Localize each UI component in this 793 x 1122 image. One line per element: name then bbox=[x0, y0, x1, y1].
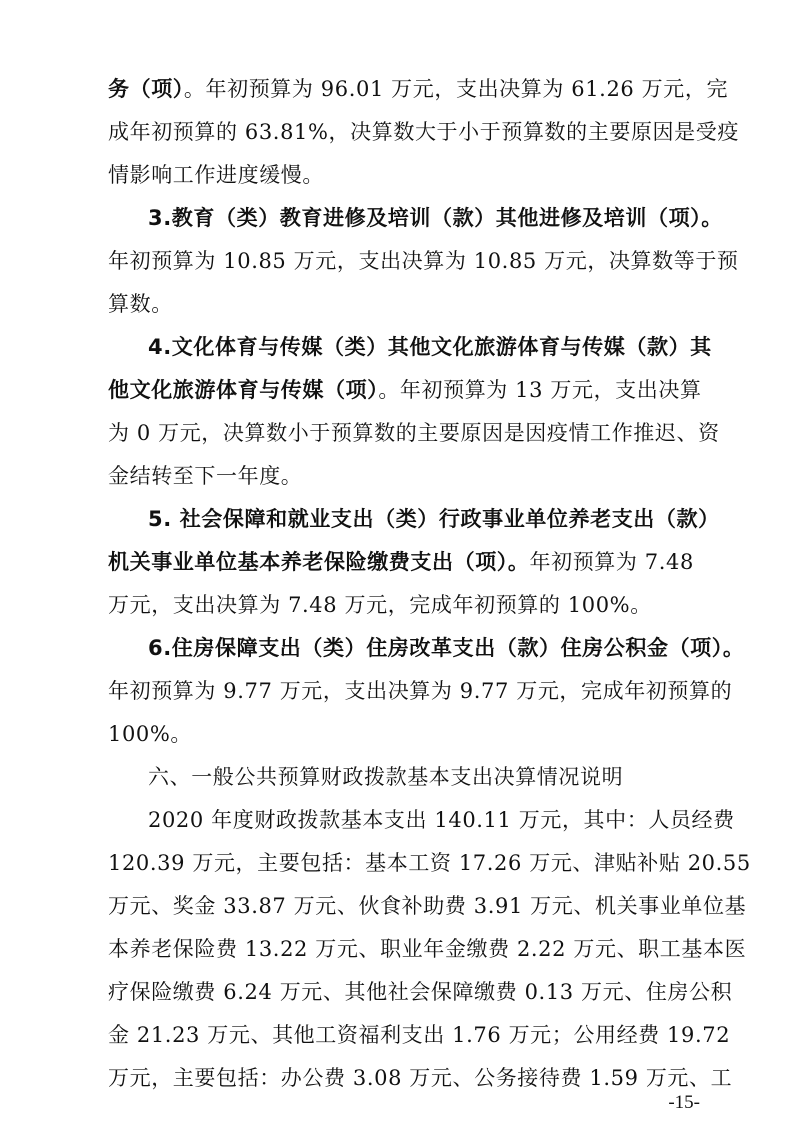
bold-run: 务（项） bbox=[108, 77, 184, 101]
text-line bbox=[108, 543, 698, 581]
heading-run: 六、一般公共预算财政拨款基本支出决算情况说明 bbox=[148, 765, 624, 789]
text-line bbox=[108, 672, 733, 710]
text-run: 120.39 万元，主要包括：基本工资 17.26 万元、津贴补贴 20.55 bbox=[108, 851, 751, 875]
text-run: 100%。 bbox=[108, 722, 193, 746]
text-line bbox=[148, 801, 735, 839]
text-run: 。年初预算为 13 万元，支出决算 bbox=[378, 378, 702, 402]
text-line bbox=[108, 586, 698, 624]
text-line bbox=[108, 242, 739, 280]
text-run: 万元、奖金 33.87 万元、伙食补助费 3.91 万元、机关事业单位基 bbox=[108, 894, 747, 918]
text-line bbox=[108, 371, 702, 409]
text-run: 情影响工作进度缓慢。 bbox=[108, 163, 324, 187]
text-line bbox=[108, 1016, 731, 1054]
text-line bbox=[108, 844, 751, 882]
section-3-heading bbox=[148, 199, 723, 237]
text-run: 。年初预算为 96.01 万元，支出决算为 61.26 万元，完 bbox=[183, 77, 729, 101]
text-run: 成年初预算的 63.81%，决算数大于小于预算数的主要原因是受疫 bbox=[108, 120, 739, 144]
text-run: 疗保险缴费 6.24 万元、其他社会保障缴费 0.13 万元、住房公积 bbox=[108, 980, 733, 1004]
page-number: -15- bbox=[668, 1092, 700, 1113]
bold-run: 3.教育（类）教育进修及培训（款）其他进修及培训（项）。 bbox=[148, 206, 723, 230]
text-run: 本养老保险费 13.22 万元、职业年金缴费 2.22 万元、职工基本医 bbox=[108, 937, 747, 961]
text-line bbox=[108, 156, 698, 194]
text-run: 年初预算为 10.85 万元，支出决算为 10.85 万元，决算数等于预 bbox=[108, 249, 739, 273]
text-line bbox=[108, 113, 739, 151]
text-line bbox=[108, 715, 698, 753]
section-6-heading bbox=[148, 629, 745, 667]
text-line bbox=[108, 457, 698, 495]
text-run: 年初预算为 7.48 bbox=[529, 550, 694, 574]
text-run: 2020 年度财政拨款基本支出 140.11 万元，其中：人员经费 bbox=[148, 808, 735, 832]
section-4-heading bbox=[148, 328, 712, 366]
text-line bbox=[108, 70, 729, 108]
text-run: 万元，主要包括：办公费 3.08 万元、公务接待费 1.59 万元、工 bbox=[108, 1066, 733, 1090]
section-heading bbox=[148, 758, 698, 796]
bold-run: 4.文化体育与传媒（类）其他文化旅游体育与传媒（款）其 bbox=[148, 335, 712, 359]
text-run: 算数。 bbox=[108, 292, 173, 316]
text-line bbox=[108, 285, 698, 323]
section-5-heading bbox=[148, 500, 720, 538]
text-run: 万元，支出决算为 7.48 万元，完成年初预算的 100%。 bbox=[108, 593, 652, 617]
bold-run: 5. 社会保障和就业支出（类）行政事业单位养老支出（款） bbox=[148, 507, 720, 531]
text-run: 金结转至下一年度。 bbox=[108, 464, 303, 488]
text-line bbox=[108, 1059, 733, 1097]
text-line bbox=[108, 973, 733, 1011]
bold-run: 他文化旅游体育与传媒（项） bbox=[108, 378, 379, 402]
text-line bbox=[108, 414, 720, 452]
text-line bbox=[108, 930, 747, 968]
text-run: 金 21.23 万元、其他工资福利支出 1.76 万元；公用经费 19.72 bbox=[108, 1023, 731, 1047]
bold-run: 6.住房保障支出（类）住房改革支出（款）住房公积金（项）。 bbox=[148, 636, 745, 660]
bold-run: 机关事业单位基本养老保险缴费支出（项）。 bbox=[108, 550, 530, 574]
text-run: 年初预算为 9.77 万元，支出决算为 9.77 万元，完成年初预算的 bbox=[108, 679, 733, 703]
text-line bbox=[108, 887, 747, 925]
text-run: 为 0 万元，决算数小于预算数的主要原因是因疫情工作推迟、资 bbox=[108, 421, 720, 445]
